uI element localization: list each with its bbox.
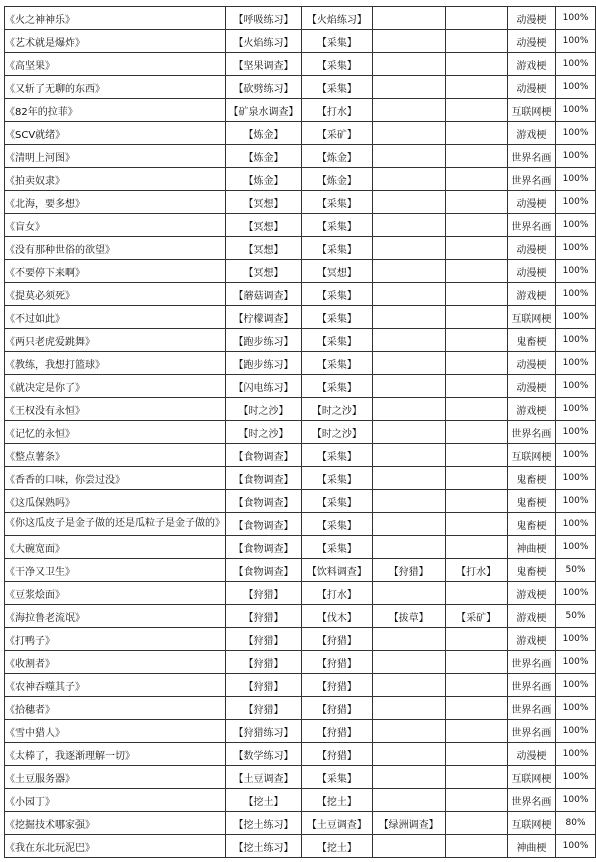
cell-category: 世界名画 <box>507 651 555 674</box>
cell-task-2: 【饮料调查】 <box>302 559 373 582</box>
cell-task-3 <box>372 375 445 398</box>
cell-task-1: 【食物调查】 <box>226 536 302 559</box>
cell-task-1: 【挖土练习】 <box>226 835 302 858</box>
cell-task-4 <box>445 697 507 720</box>
cell-task-1: 【冥想】 <box>226 237 302 260</box>
cell-task-1: 【数学练习】 <box>226 743 302 766</box>
cell-title: 《记忆的永恒》 <box>5 421 226 444</box>
table-row <box>5 53 596 76</box>
cell-task-3 <box>372 7 445 30</box>
cell-title: 《小园丁》 <box>5 789 226 812</box>
cell-task-1: 【柠檬调查】 <box>226 306 302 329</box>
cell-task-3 <box>372 283 445 306</box>
cell-title: 《盲女》 <box>5 214 226 237</box>
cell-task-3 <box>372 99 445 122</box>
cell-task-1: 【闪电练习】 <box>226 375 302 398</box>
cell-percent: 100% <box>556 582 596 605</box>
cell-task-2: 【采集】 <box>302 329 373 352</box>
cell-task-4 <box>445 766 507 789</box>
cell-task-4 <box>445 191 507 214</box>
cell-task-2: 【采集】 <box>302 490 373 513</box>
cell-task-2: 【采集】 <box>302 30 373 53</box>
cell-task-3 <box>372 306 445 329</box>
cell-task-2: 【时之沙】 <box>302 398 373 421</box>
table-row <box>5 260 596 283</box>
cell-task-2: 【火焰练习】 <box>302 7 373 30</box>
cell-percent: 100% <box>556 536 596 559</box>
cell-task-1: 【呼吸练习】 <box>226 7 302 30</box>
cell-percent: 100% <box>556 237 596 260</box>
cell-percent: 100% <box>556 375 596 398</box>
cell-task-3 <box>372 720 445 743</box>
table-row <box>5 697 596 720</box>
cell-percent: 100% <box>556 444 596 467</box>
cell-task-2: 【时之沙】 <box>302 421 373 444</box>
cell-percent: 100% <box>556 306 596 329</box>
cell-task-2: 【采集】 <box>302 306 373 329</box>
cell-task-2: 【采集】 <box>302 444 373 467</box>
cell-task-1: 【狩猎】 <box>226 628 302 651</box>
cell-task-4 <box>445 30 507 53</box>
cell-category: 神曲梗 <box>507 536 555 559</box>
table-row <box>5 789 596 812</box>
cell-task-1: 【挖土练习】 <box>226 812 302 835</box>
cell-task-2: 【采集】 <box>302 467 373 490</box>
cell-title: 《大碗宽面》 <box>5 536 226 559</box>
cell-title: 《整点薯条》 <box>5 444 226 467</box>
cell-category: 动漫梗 <box>507 743 555 766</box>
cell-task-1: 【炼金】 <box>226 168 302 191</box>
cell-category: 互联网梗 <box>507 306 555 329</box>
cell-task-3 <box>372 467 445 490</box>
cell-category: 动漫梗 <box>507 260 555 283</box>
cell-task-4 <box>445 421 507 444</box>
cell-title: 《拾穗者》 <box>5 697 226 720</box>
table-row <box>5 674 596 697</box>
cell-task-1: 【食物调查】 <box>226 444 302 467</box>
cell-category: 互联网梗 <box>507 99 555 122</box>
cell-category: 动漫梗 <box>507 191 555 214</box>
cell-percent: 100% <box>556 743 596 766</box>
table-row <box>5 214 596 237</box>
table-row <box>5 628 596 651</box>
cell-task-3 <box>372 444 445 467</box>
cell-percent: 100% <box>556 191 596 214</box>
table-row <box>5 30 596 53</box>
cell-task-3 <box>372 628 445 651</box>
cell-percent: 100% <box>556 789 596 812</box>
cell-category: 动漫梗 <box>507 352 555 375</box>
cell-title: 《又斩了无聊的东西》 <box>5 76 226 99</box>
table-row <box>5 766 596 789</box>
cell-category: 游戏梗 <box>507 628 555 651</box>
cell-task-4 <box>445 743 507 766</box>
table-row <box>5 536 596 559</box>
cell-title: 《土豆服务器》 <box>5 766 226 789</box>
cell-task-4: 【打水】 <box>445 559 507 582</box>
cell-task-1: 【坚果调查】 <box>226 53 302 76</box>
table-row <box>5 743 596 766</box>
cell-task-2: 【打水】 <box>302 99 373 122</box>
cell-category: 动漫梗 <box>507 76 555 99</box>
cell-task-4 <box>445 7 507 30</box>
cell-task-1: 【矿泉水调查】 <box>226 99 302 122</box>
cell-task-1: 【砍劈练习】 <box>226 76 302 99</box>
cell-task-2: 【狩猎】 <box>302 628 373 651</box>
cell-task-2: 【狩猎】 <box>302 743 373 766</box>
cell-task-2: 【狩猎】 <box>302 651 373 674</box>
cell-task-1: 【食物调查】 <box>226 467 302 490</box>
cell-task-2: 【炼金】 <box>302 145 373 168</box>
cell-task-2: 【炼金】 <box>302 168 373 191</box>
cell-task-4 <box>445 651 507 674</box>
cell-title: 《雪中猎人》 <box>5 720 226 743</box>
table-row <box>5 513 596 536</box>
cell-task-3 <box>372 697 445 720</box>
cell-task-3 <box>372 237 445 260</box>
cell-title: 《你这瓜皮子是金子做的还是瓜粒子是金子做的》 <box>5 513 226 536</box>
cell-task-3 <box>372 168 445 191</box>
cell-task-3 <box>372 651 445 674</box>
cell-percent: 100% <box>556 30 596 53</box>
cell-task-2: 【挖土】 <box>302 835 373 858</box>
cell-task-3 <box>372 53 445 76</box>
cell-task-1: 【跑步练习】 <box>226 352 302 375</box>
cell-percent: 100% <box>556 674 596 697</box>
achievement-table <box>4 6 596 858</box>
cell-percent: 100% <box>556 651 596 674</box>
cell-category: 鬼畜梗 <box>507 513 555 536</box>
cell-category: 世界名画 <box>507 674 555 697</box>
cell-title: 《提莫必须死》 <box>5 283 226 306</box>
cell-title: 《挖掘技术哪家强》 <box>5 812 226 835</box>
cell-task-3 <box>372 490 445 513</box>
cell-title: 《海拉鲁老流氓》 <box>5 605 226 628</box>
cell-category: 世界名画 <box>507 168 555 191</box>
cell-category: 鬼畜梗 <box>507 559 555 582</box>
cell-task-1: 【炼金】 <box>226 145 302 168</box>
cell-task-2: 【土豆调查】 <box>302 812 373 835</box>
cell-percent: 100% <box>556 835 596 858</box>
cell-task-4 <box>445 145 507 168</box>
cell-task-2: 【采矿】 <box>302 122 373 145</box>
cell-task-1: 【火焰练习】 <box>226 30 302 53</box>
cell-task-3 <box>372 398 445 421</box>
cell-task-3 <box>372 835 445 858</box>
cell-category: 互联网梗 <box>507 444 555 467</box>
cell-task-4 <box>445 352 507 375</box>
table-row <box>5 398 596 421</box>
cell-task-2: 【采集】 <box>302 375 373 398</box>
cell-percent: 100% <box>556 145 596 168</box>
cell-task-2: 【采集】 <box>302 766 373 789</box>
cell-title: 《这瓜保熟吗》 <box>5 490 226 513</box>
cell-category: 动漫梗 <box>507 237 555 260</box>
cell-task-4 <box>445 513 507 536</box>
cell-task-1: 【狩猎】 <box>226 582 302 605</box>
cell-task-4 <box>445 490 507 513</box>
cell-title: 《两只老虎爱跳舞》 <box>5 329 226 352</box>
cell-title: 《拍卖奴隶》 <box>5 168 226 191</box>
cell-title: 《豆浆烩面》 <box>5 582 226 605</box>
cell-task-2: 【狩猎】 <box>302 674 373 697</box>
cell-task-4 <box>445 99 507 122</box>
cell-task-4 <box>445 306 507 329</box>
cell-percent: 100% <box>556 467 596 490</box>
cell-task-2: 【采集】 <box>302 352 373 375</box>
cell-percent: 100% <box>556 260 596 283</box>
cell-task-3 <box>372 766 445 789</box>
cell-task-1: 【食物调查】 <box>226 513 302 536</box>
cell-percent: 100% <box>556 720 596 743</box>
cell-category: 动漫梗 <box>507 7 555 30</box>
cell-category: 鬼畜梗 <box>507 467 555 490</box>
cell-percent: 100% <box>556 53 596 76</box>
cell-task-4 <box>445 237 507 260</box>
achievement-table-container <box>4 6 596 858</box>
cell-task-2: 【采集】 <box>302 536 373 559</box>
cell-category: 神曲梗 <box>507 835 555 858</box>
cell-task-4 <box>445 53 507 76</box>
cell-task-2: 【采集】 <box>302 513 373 536</box>
cell-task-3 <box>372 513 445 536</box>
cell-category: 世界名画 <box>507 214 555 237</box>
table-row <box>5 835 596 858</box>
cell-task-3 <box>372 145 445 168</box>
cell-category: 世界名画 <box>507 421 555 444</box>
cell-task-1: 【狩猎】 <box>226 697 302 720</box>
cell-task-3 <box>372 122 445 145</box>
cell-title: 《火之神神乐》 <box>5 7 226 30</box>
cell-task-3 <box>372 789 445 812</box>
cell-task-1: 【狩猎】 <box>226 605 302 628</box>
cell-percent: 100% <box>556 513 596 536</box>
cell-task-4: 【采矿】 <box>445 605 507 628</box>
cell-task-3: 【拔草】 <box>372 605 445 628</box>
table-row <box>5 99 596 122</box>
cell-task-1: 【挖土】 <box>226 789 302 812</box>
cell-task-4 <box>445 283 507 306</box>
cell-task-1: 【炼金】 <box>226 122 302 145</box>
cell-task-4 <box>445 467 507 490</box>
cell-percent: 100% <box>556 490 596 513</box>
cell-task-4 <box>445 812 507 835</box>
cell-title: 《不过如此》 <box>5 306 226 329</box>
table-row <box>5 582 596 605</box>
table-row <box>5 283 596 306</box>
cell-percent: 100% <box>556 283 596 306</box>
cell-title: 《北海，要多想》 <box>5 191 226 214</box>
cell-title: 《SCV就绪》 <box>5 122 226 145</box>
cell-title: 《不要停下来啊》 <box>5 260 226 283</box>
cell-category: 世界名画 <box>507 720 555 743</box>
table-row <box>5 145 596 168</box>
cell-percent: 100% <box>556 766 596 789</box>
table-row <box>5 812 596 835</box>
cell-task-4 <box>445 789 507 812</box>
cell-task-1: 【土豆调查】 <box>226 766 302 789</box>
table-row <box>5 421 596 444</box>
cell-percent: 100% <box>556 421 596 444</box>
table-row <box>5 651 596 674</box>
cell-task-3 <box>372 191 445 214</box>
cell-percent: 100% <box>556 214 596 237</box>
cell-task-1: 【冥想】 <box>226 260 302 283</box>
cell-title: 《我在东北玩泥巴》 <box>5 835 226 858</box>
cell-task-4 <box>445 536 507 559</box>
cell-percent: 80% <box>556 812 596 835</box>
cell-task-4 <box>445 122 507 145</box>
table-row <box>5 329 596 352</box>
cell-category: 世界名画 <box>507 789 555 812</box>
cell-percent: 100% <box>556 697 596 720</box>
cell-percent: 100% <box>556 122 596 145</box>
cell-task-1: 【冥想】 <box>226 191 302 214</box>
cell-task-2: 【采集】 <box>302 283 373 306</box>
cell-category: 世界名画 <box>507 697 555 720</box>
table-row <box>5 168 596 191</box>
cell-task-3: 【绿洲调查】 <box>372 812 445 835</box>
cell-task-4 <box>445 628 507 651</box>
cell-title: 《82年的拉菲》 <box>5 99 226 122</box>
cell-task-2: 【冥想】 <box>302 260 373 283</box>
cell-task-2: 【打水】 <box>302 582 373 605</box>
cell-percent: 50% <box>556 559 596 582</box>
cell-title: 《干净又卫生》 <box>5 559 226 582</box>
cell-title: 《太棒了，我逐渐理解一切》 <box>5 743 226 766</box>
cell-task-3 <box>372 329 445 352</box>
cell-task-3 <box>372 421 445 444</box>
table-row <box>5 490 596 513</box>
table-row <box>5 122 596 145</box>
cell-category: 游戏梗 <box>507 398 555 421</box>
cell-category: 动漫梗 <box>507 375 555 398</box>
table-row <box>5 559 596 582</box>
cell-task-2: 【伐木】 <box>302 605 373 628</box>
cell-title: 《教练，我想打篮球》 <box>5 352 226 375</box>
cell-category: 世界名画 <box>507 145 555 168</box>
cell-task-1: 【冥想】 <box>226 214 302 237</box>
cell-category: 游戏梗 <box>507 122 555 145</box>
cell-percent: 100% <box>556 76 596 99</box>
cell-percent: 100% <box>556 99 596 122</box>
cell-task-1: 【狩猎练习】 <box>226 720 302 743</box>
cell-task-2: 【挖土】 <box>302 789 373 812</box>
cell-title: 《收割者》 <box>5 651 226 674</box>
cell-task-1: 【时之沙】 <box>226 421 302 444</box>
cell-task-4 <box>445 375 507 398</box>
table-row <box>5 720 596 743</box>
table-row <box>5 237 596 260</box>
cell-task-2: 【狩猎】 <box>302 697 373 720</box>
cell-category: 鬼畜梗 <box>507 329 555 352</box>
cell-title: 《艺术就是爆炸》 <box>5 30 226 53</box>
cell-percent: 100% <box>556 168 596 191</box>
cell-percent: 50% <box>556 605 596 628</box>
cell-category: 互联网梗 <box>507 766 555 789</box>
cell-task-4 <box>445 582 507 605</box>
cell-task-3: 【狩猎】 <box>372 559 445 582</box>
cell-category: 动漫梗 <box>507 30 555 53</box>
cell-title: 《清明上河图》 <box>5 145 226 168</box>
cell-task-3 <box>372 536 445 559</box>
table-row <box>5 76 596 99</box>
cell-task-3 <box>372 214 445 237</box>
cell-task-2: 【采集】 <box>302 53 373 76</box>
cell-task-4 <box>445 214 507 237</box>
cell-percent: 100% <box>556 329 596 352</box>
cell-title: 《没有那种世俗的欲望》 <box>5 237 226 260</box>
table-row <box>5 306 596 329</box>
cell-title: 《农神吞噬其子》 <box>5 674 226 697</box>
cell-title: 《就决定是你了》 <box>5 375 226 398</box>
table-row <box>5 7 596 30</box>
cell-title: 《高坚果》 <box>5 53 226 76</box>
cell-title: 《打鸭子》 <box>5 628 226 651</box>
cell-task-4 <box>445 674 507 697</box>
cell-task-3 <box>372 674 445 697</box>
cell-category: 鬼畜梗 <box>507 490 555 513</box>
cell-task-4 <box>445 398 507 421</box>
cell-task-3 <box>372 582 445 605</box>
cell-task-2: 【采集】 <box>302 191 373 214</box>
table-row <box>5 375 596 398</box>
cell-task-3 <box>372 352 445 375</box>
cell-task-3 <box>372 743 445 766</box>
table-row <box>5 467 596 490</box>
cell-task-4 <box>445 168 507 191</box>
cell-category: 游戏梗 <box>507 605 555 628</box>
cell-task-1: 【蘑菇调查】 <box>226 283 302 306</box>
cell-task-2: 【采集】 <box>302 237 373 260</box>
cell-task-4 <box>445 720 507 743</box>
cell-task-3 <box>372 260 445 283</box>
cell-title: 《王权没有永恒》 <box>5 398 226 421</box>
cell-percent: 100% <box>556 398 596 421</box>
cell-percent: 100% <box>556 7 596 30</box>
cell-task-1: 【狩猎】 <box>226 651 302 674</box>
cell-task-2: 【狩猎】 <box>302 720 373 743</box>
cell-task-4 <box>445 835 507 858</box>
cell-task-2: 【采集】 <box>302 214 373 237</box>
cell-task-4 <box>445 260 507 283</box>
table-body <box>5 7 596 858</box>
cell-category: 互联网梗 <box>507 812 555 835</box>
cell-task-1: 【狩猎】 <box>226 674 302 697</box>
cell-task-1: 【跑步练习】 <box>226 329 302 352</box>
cell-task-3 <box>372 76 445 99</box>
cell-title: 《香香的口味，你尝过没》 <box>5 467 226 490</box>
cell-percent: 100% <box>556 352 596 375</box>
cell-category: 游戏梗 <box>507 582 555 605</box>
cell-task-3 <box>372 30 445 53</box>
cell-task-1: 【食物调查】 <box>226 490 302 513</box>
cell-task-1: 【时之沙】 <box>226 398 302 421</box>
table-row <box>5 444 596 467</box>
cell-task-4 <box>445 76 507 99</box>
cell-category: 游戏梗 <box>507 283 555 306</box>
table-row <box>5 605 596 628</box>
cell-task-4 <box>445 444 507 467</box>
cell-task-4 <box>445 329 507 352</box>
table-row <box>5 352 596 375</box>
cell-percent: 100% <box>556 628 596 651</box>
cell-task-1: 【食物调查】 <box>226 559 302 582</box>
cell-category: 游戏梗 <box>507 53 555 76</box>
cell-task-2: 【采集】 <box>302 76 373 99</box>
table-row <box>5 191 596 214</box>
